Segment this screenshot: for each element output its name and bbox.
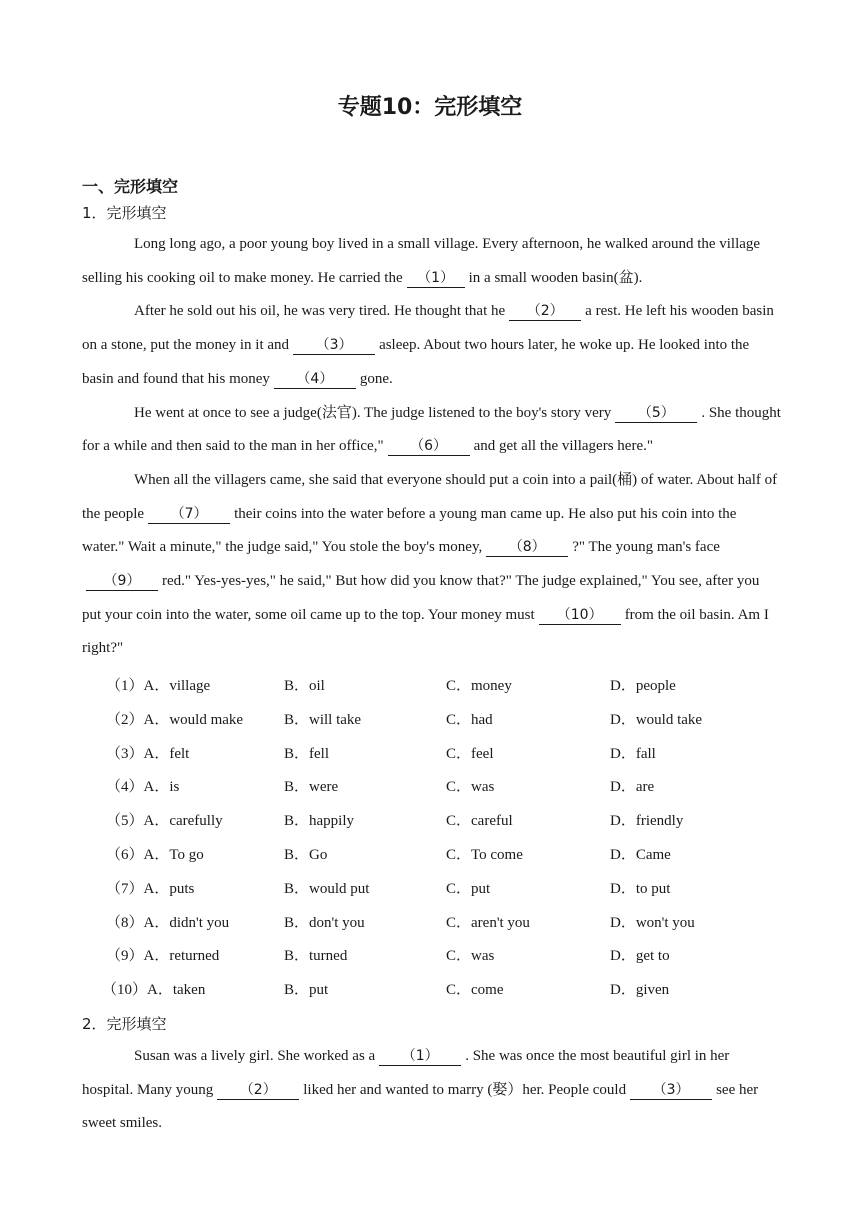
blank-9[interactable]: （9） <box>86 572 158 591</box>
section-heading: 一、完形填空 <box>82 177 179 196</box>
passage-paragraph: Susan was a lively girl. She worked as a （1） . She was once the most beautiful girl in her hospital. Many young （2） liked her and wanted to marry (娶）her. People could （3） see her sweet smiles. <box>82 1048 759 1132</box>
blank-3[interactable]: （3） <box>630 1081 712 1100</box>
passage-paragraph: He went at once to see a judge(法官). The judge listened to the boy's story very （5） . She thought for a while and then said to the man in her office," （6） and get all the villagers here." <box>82 404 781 455</box>
blank-6[interactable]: （6） <box>388 437 470 456</box>
blank-4[interactable]: （4） <box>274 370 356 389</box>
blank-1[interactable]: （1） <box>379 1047 461 1066</box>
question-1-heading: 1．完形填空 <box>82 204 167 222</box>
blank-1[interactable]: （1） <box>407 269 465 288</box>
blank-8[interactable]: （8） <box>486 538 568 557</box>
blank-5[interactable]: （5） <box>615 404 697 423</box>
blank-3[interactable]: （3） <box>293 336 375 355</box>
blank-2[interactable]: （2） <box>509 302 581 321</box>
question-1-passage <box>82 228 782 666</box>
question-2-passage <box>82 1040 782 1141</box>
blank-2[interactable]: （2） <box>217 1081 299 1100</box>
passage-paragraph: When all the villagers came, she said that everyone should put a coin into a pail(桶) of water. About half of the people （7） their coins into the water before a young man came up. He also put his coin into the water." Wait a minute," the judge said," You stole the boy's money, （8） ?" The young man's face（9） red." Yes-yes-yes," he said," But how did you know that?" The judge explained," You see, after you put your coin into the water, some oil came up to the top. Your money must （10） from the oil basin. Am I right?" <box>82 471 778 657</box>
page-title: 专题10：完形填空 <box>337 95 523 120</box>
blank-10[interactable]: （10） <box>539 606 621 625</box>
document-page: 专题10：完形填空 一、完形填空 1．完形填空 Long long ago, a poor young boy lived in a small village. Every afternoon, he walked around the village selling his cooking oil to make money. He carried the （1） in a small wooden basin(盆). After he sold out his oil, he was very tired. He thought that he （2） a rest. He left his wooden basin on a stone, put the money in it and （3） asleep. About two hours later, he woke up. He looked into the basin and found that his money （4） gone. He went at once to see a judge(法官). The judge listened to the boy's story very （5） . She thought for a while and then said to the man in her office," （6） and get all the villagers here." When all the villagers came, she said that everyone should put a coin into a pail(桶) of water. About half of the people （7） their coins into the water before a young man came up. He also put his coin into the water." Wait a minute," the judge said," You stole the boy's money, （8） ?" The young man's face（9） red." Yes-yes-yes," he said," But how did you know that?" The judge explained," You see, after you put your coin into the water, some oil came up to the top. Your money must （10） from the oil basin. Am I right?" （1）A．village B．oil C．money D．people （2）A．would make B．will take C．had D．would take （3）A．felt B．fell C．feel D．fall （4）A．is B．were C．was D．are （5）A．carefully B．happily C．careful D．friendly （6）A．To go B．Go C．To come D．Came （7）A．puts B．would put C．put D．to put （8）A．didn't you B．don't you C．aren't you D．won't you （9）A．returned B．turned C．was D．get to （10）A．taken B．put C．come D．given 2．完形填空 Susan was a lively girl. She worked as a （1） . She was once the most beautiful girl in her hospital. Many young （2） liked her and wanted to marry (娶）her. People could （3） see her sweet smiles. <box>0 0 860 1216</box>
question-2-heading: 2．完形填空 <box>82 1015 167 1033</box>
passage-paragraph: Long long ago, a poor young boy lived in a small village. Every afternoon, he walked around the village selling his cooking oil to make money. He carried the （1） in a small wooden basin(盆). <box>82 236 761 286</box>
blank-7[interactable]: （7） <box>148 505 230 524</box>
passage-paragraph: After he sold out his oil, he was very tired. He thought that he （2） a rest. He left his wooden basin on a stone, put the money in it and （3） asleep. About two hours later, he woke up. He looked into the basin and found that his money （4） gone. <box>82 303 774 387</box>
